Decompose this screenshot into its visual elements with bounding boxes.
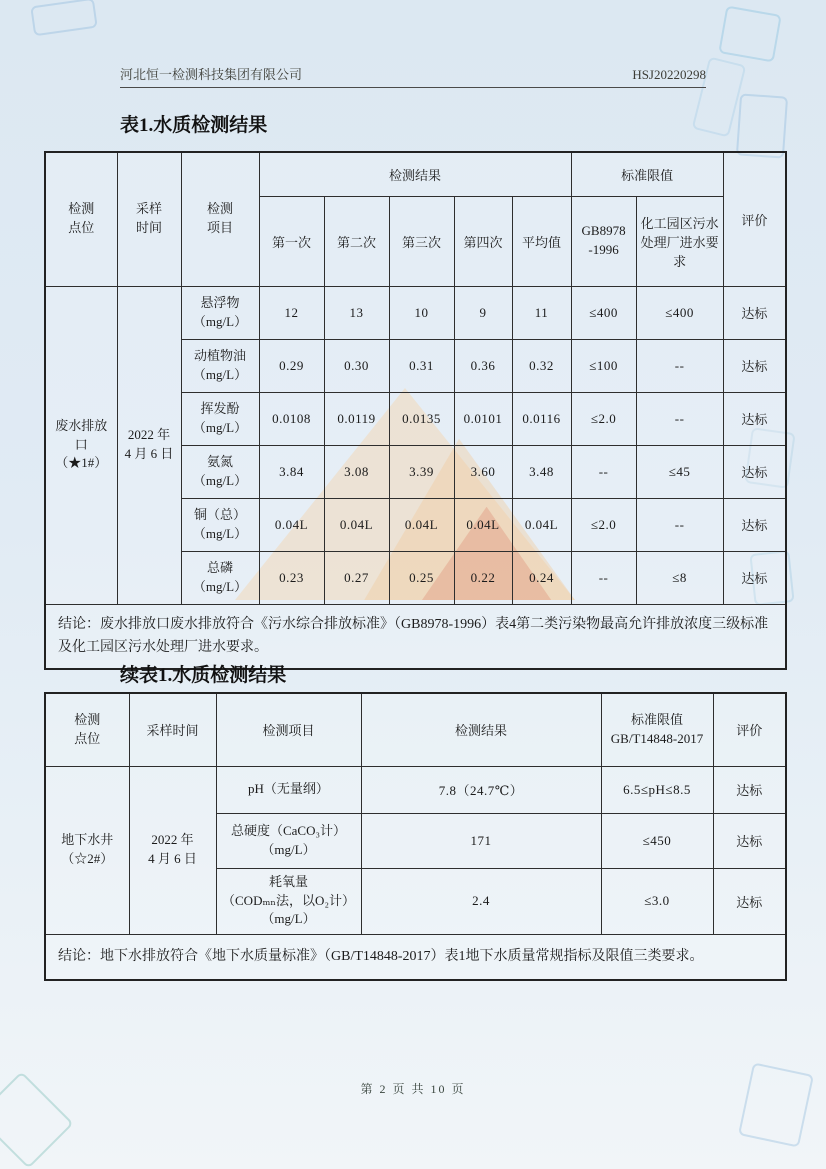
t1-limit2-cell: -- [636, 498, 723, 551]
t1-header-point-line: 检测 [68, 201, 95, 217]
t1-value-cell: 0.32 [512, 339, 571, 392]
t1-value-cell: 0.0101 [454, 392, 512, 445]
t1-value-cell: 0.04L [389, 498, 454, 551]
t1-header-item-line: 检测 [206, 201, 233, 217]
t1-value-cell: 3.39 [389, 445, 454, 498]
t1-item-name: 动植物油 [193, 347, 246, 363]
t1-value-cell: 0.22 [454, 551, 512, 604]
t1-time-line: 2022 年 [127, 427, 171, 443]
t1-value-cell: 3.08 [324, 445, 389, 498]
t2-point-line: （☆2#） [61, 851, 114, 866]
t1-limit1-cell: ≤2.0 [571, 498, 636, 551]
t1-header-point-line: 点位 [68, 220, 95, 236]
t1-header-run3: 第三次 [389, 196, 454, 286]
page-number: 第 2 页 共 10 页 [360, 1082, 466, 1096]
t1-limit1-cell: -- [571, 445, 636, 498]
t1-eval-cell: 达标 [723, 339, 786, 392]
t1-value-cell: 0.25 [389, 551, 454, 604]
stamp-watermark [30, 0, 98, 36]
t1-header-gb-line: -1996 [588, 242, 619, 257]
t2-limit-cell: ≤3.0 [601, 868, 713, 934]
t2-header-point-line: 点位 [74, 730, 101, 746]
t1-value-cell: 0.0108 [259, 392, 324, 445]
t1-header-evaluation: 评价 [723, 152, 786, 286]
t1-value-cell: 0.27 [324, 551, 389, 604]
t2-result-cell: 171 [361, 813, 601, 868]
t1-header-time-line: 时间 [135, 220, 162, 236]
t1-value-cell: 12 [259, 286, 324, 339]
t1-limit2-cell: -- [636, 392, 723, 445]
t1-value-cell: 11 [512, 286, 571, 339]
t1-value-cell: 3.48 [512, 445, 571, 498]
t2-item-cell [216, 868, 361, 934]
t2-item-name: 总硬度（CaCO₃计） [230, 822, 347, 838]
t2-item-name: 耗氧量 [268, 873, 308, 889]
t1-header-run5: 平均值 [512, 196, 571, 286]
t1-header-time-line: 采样 [135, 201, 162, 217]
t1-value-cell: 9 [454, 286, 512, 339]
t1-item-cell [181, 286, 259, 339]
water-quality-table-2 [44, 692, 787, 981]
t1-limit2-cell: ≤8 [636, 551, 723, 604]
t2-time-line: 4 月 6 日 [148, 851, 197, 866]
t2-eval-cell: 达标 [713, 813, 786, 868]
t1-value-cell: 0.29 [259, 339, 324, 392]
t2-limit-cell: 6.5≤pH≤8.5 [601, 766, 713, 813]
t1-item-cell [181, 392, 259, 445]
t1-item-cell [181, 339, 259, 392]
t1-header-limit-group: 标准限值 [571, 152, 723, 196]
t1-time-cell [117, 286, 181, 604]
t2-item-name: （CODₘₙ法，以O₂计） [222, 892, 355, 908]
t2-item-name: pH（无量纲） [248, 781, 329, 797]
t1-limit2-cell: ≤45 [636, 445, 723, 498]
t1-eval-cell: 达标 [723, 286, 786, 339]
t1-conclusion: 结论：废水排放口废水排放符合《污水综合排放标准》（GB8978-1996）表4第二类污染物最高允许排放浓度三级标准及化工园区污水处理厂进水要求。 [45, 604, 786, 669]
t1-point-cell [45, 286, 117, 604]
t1-item-unit: （mg/L） [192, 525, 248, 541]
t2-item-cell [216, 813, 361, 868]
t2-time-cell [129, 766, 216, 934]
t1-value-cell: 0.31 [389, 339, 454, 392]
t2-eval-cell: 达标 [713, 868, 786, 934]
t2-result-cell: 7.8（24.7℃） [361, 766, 601, 813]
t1-limit1-cell: ≤2.0 [571, 392, 636, 445]
t1-item-unit: （mg/L） [192, 578, 248, 594]
t1-value-cell: 13 [324, 286, 389, 339]
t1-eval-cell: 达标 [723, 392, 786, 445]
t1-value-cell: 0.0135 [389, 392, 454, 445]
t1-item-cell [181, 551, 259, 604]
t1-header-run2: 第二次 [324, 196, 389, 286]
t1-header-time [117, 152, 181, 286]
t1-value-cell: 3.60 [454, 445, 512, 498]
t2-item-unit: （mg/L） [261, 911, 316, 927]
t1-limit1-cell: ≤400 [571, 286, 636, 339]
t1-value-cell: 0.04L [454, 498, 512, 551]
t1-limit1-cell: ≤100 [571, 339, 636, 392]
t1-header-gb-line: GB8978 [581, 223, 626, 239]
t1-item-name: 挥发酚 [200, 400, 240, 416]
t2-limit-cell: ≤450 [601, 813, 713, 868]
stamp-watermark [736, 93, 788, 158]
t1-header-result-group: 检测结果 [259, 152, 571, 196]
t1-item-unit: （mg/L） [192, 419, 248, 435]
t1-point-line: 口 [74, 436, 88, 452]
t1-eval-cell: 达标 [723, 498, 786, 551]
t2-header-point [45, 693, 129, 766]
t1-header-item-line: 项目 [206, 220, 233, 236]
t2-header-point-line: 检测 [74, 711, 101, 727]
t1-value-cell: 0.04L [512, 498, 571, 551]
t1-item-name: 铜（总） [193, 506, 246, 522]
t1-item-name: 悬浮物 [200, 294, 240, 310]
t1-limit2-cell: -- [636, 339, 723, 392]
t1-item-name: 总磷 [206, 559, 233, 575]
t1-item-unit: （mg/L） [192, 472, 248, 488]
t1-header-park-limit: 化工园区污水处理厂进水要求 [636, 196, 723, 286]
t1-eval-cell: 达标 [723, 551, 786, 604]
table1-title: 表1.水质检测结果 [120, 115, 268, 136]
t1-header-gb-limit [571, 196, 636, 286]
t1-value-cell: 3.84 [259, 445, 324, 498]
t1-item-cell [181, 498, 259, 551]
stamp-watermark [738, 1062, 814, 1147]
stamp-watermark [718, 6, 781, 63]
table-row [45, 286, 786, 339]
t1-value-cell: 0.0116 [512, 392, 571, 445]
t1-header-run1: 第一次 [259, 196, 324, 286]
t2-header-evaluation: 评价 [713, 693, 786, 766]
t1-value-cell: 0.04L [259, 498, 324, 551]
t2-time-line: 2022 年 [151, 832, 194, 848]
t2-header-item: 检测项目 [216, 693, 361, 766]
t2-header-limit-line: GB/T14848-2017 [610, 730, 704, 746]
page-header [120, 64, 706, 88]
t1-value-cell: 0.23 [259, 551, 324, 604]
company-name: 河北恒一检测科技集团有限公司 [120, 67, 303, 82]
t1-value-cell: 0.0119 [324, 392, 389, 445]
t1-value-cell: 0.36 [454, 339, 512, 392]
report-number: HSJ20220298 [632, 67, 706, 82]
t2-item-cell [216, 766, 361, 813]
t2-header-limit [601, 693, 713, 766]
t1-header-item [181, 152, 259, 286]
t1-eval-cell: 达标 [723, 445, 786, 498]
t2-conclusion: 结论：地下水排放符合《地下水质量标准》（GB/T14848-2017）表1地下水质量常规指标及限值三类要求。 [45, 934, 786, 980]
t1-value-cell: 0.30 [324, 339, 389, 392]
table2-title: 续表1.水质检测结果 [120, 665, 287, 686]
t1-point-line: （★1#） [55, 455, 108, 471]
t1-limit2-cell: ≤400 [636, 286, 723, 339]
water-quality-table-1 [44, 151, 787, 670]
t1-item-cell [181, 445, 259, 498]
t2-header-time: 采样时间 [129, 693, 216, 766]
t1-item-unit: （mg/L） [192, 366, 248, 382]
t1-point-line: 废水排放 [55, 417, 108, 433]
t1-value-cell: 0.04L [324, 498, 389, 551]
t2-item-name: （mg/L） [261, 841, 316, 857]
t1-item-unit: （mg/L） [192, 313, 248, 329]
t2-eval-cell: 达标 [713, 766, 786, 813]
t1-item-name: 氨氮 [206, 453, 233, 469]
t1-header-run4: 第四次 [454, 196, 512, 286]
t2-header-result: 检测结果 [361, 693, 601, 766]
t1-header-point [45, 152, 117, 286]
t1-limit1-cell: -- [571, 551, 636, 604]
t1-time-line: 4 月 6 日 [124, 446, 174, 461]
t1-value-cell: 10 [389, 286, 454, 339]
t2-point-line: 地下水井 [61, 832, 114, 848]
t2-point-cell [45, 766, 129, 934]
t2-header-limit-line: 标准限值 [630, 711, 683, 727]
t2-result-cell: 2.4 [361, 868, 601, 934]
table-row [45, 766, 786, 813]
t1-value-cell: 0.24 [512, 551, 571, 604]
